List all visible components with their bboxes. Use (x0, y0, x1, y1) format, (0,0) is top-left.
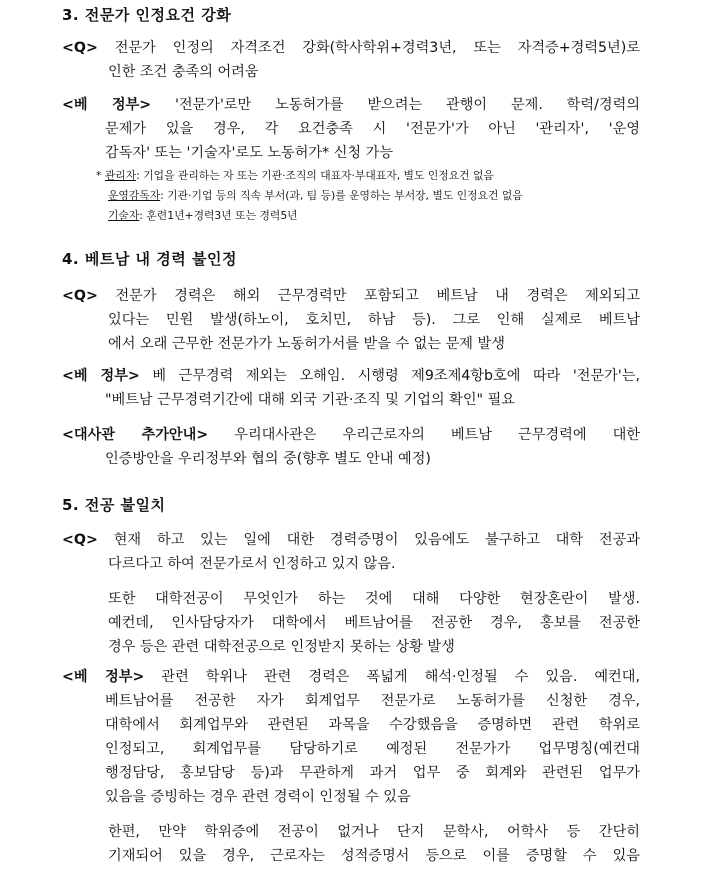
s5-a-line-2: 베트남어를 전공한 자가 회계업무 전문가로 노동허가를 신청한 경우, (105, 693, 640, 709)
section-5-heading: 5. 전공 불일치 (62, 496, 166, 514)
s3-q-line-2: 인한 조건 충족의 어려움 (108, 64, 259, 80)
s4-answer (62, 364, 640, 412)
gov-label: <베 정부> (62, 669, 145, 685)
s4-a-line-1: <베 정부> 베 근무경력 제외는 오해임. 시행령 제9조제4항b호에 따라 '전문가'는, (62, 368, 640, 384)
s5-a2-line-1: 한편, 만약 학위증에 전공이 없거나 단지 문학사, 어학사 등 간단히 (108, 824, 640, 840)
s5-a-line-1: <베 정부> 관련 학위나 관련 경력은 폭넓게 해석·인정될 수 있음. 예컨대, (62, 669, 640, 685)
s5-question-para-2 (108, 587, 640, 659)
q-label: <Q> (62, 40, 98, 56)
s3-question (62, 36, 640, 84)
s3-note-2: 운영감독자: 기관·기업 등의 직속 부서(과, 팀 등)를 운영하는 부서장, 별도 인정요건 없음 (108, 189, 523, 202)
s3-a-line-1: <베 정부> '전문가'로만 노동허가를 받으려는 관행이 문제. 학력/경력의 (62, 97, 640, 113)
section-4-heading: 4. 베트남 내 경력 불인정 (62, 250, 237, 268)
q-label: <Q> (62, 288, 98, 304)
s5-a-line-3: 대학에서 회계업무와 관련된 과목을 수강했음을 증명하면 관련 학위로 (105, 717, 640, 733)
s5-answer-para-2 (108, 820, 640, 868)
s3-answer (62, 93, 640, 165)
q-label: <Q> (62, 532, 98, 548)
s5-a-line-6: 있음을 증빙하는 경우 관련 경력이 인정될 수 있음 (105, 789, 411, 805)
s4-a-line-2: "베트남 근무경력기간에 대해 외국 기관·조직 및 기업의 확인" 필요 (105, 392, 515, 408)
s4-e-line-1: <대사관 추가안내> 우리대사관은 우리근로자의 베트남 근무경력에 대한 (62, 427, 640, 443)
s5-a-line-5: 행정담당, 홍보담당 등)과 무관하게 과거 업무 중 회계와 관련된 업무가 (105, 765, 640, 781)
s5-q-line-1: <Q> 현재 하고 있는 일에 대한 경력증명이 있음에도 불구하고 대학 전공과 (62, 532, 640, 548)
s3-a-line-2: 문제가 있을 경우, 각 요건충족 시 '전문가'가 아닌 '관리자', '운영 (105, 121, 640, 137)
s4-q-line-1: <Q> 전문가 경력은 해외 근무경력만 포함되고 베트남 내 경력은 제외되고 (62, 288, 640, 304)
s4-q-line-3: 에서 오래 근무한 전문가가 노동허가서를 받을 수 없는 문제 발생 (108, 336, 505, 352)
section-3-heading: 3. 전문가 인정요건 강화 (62, 6, 232, 24)
gov-label: <베 정부> (62, 97, 152, 113)
s4-embassy-note (62, 423, 640, 471)
s3-q-line-1: <Q> 전문가 인정의 자격조건 강화(학사학위+경력3년, 또는 자격증+경력5년)로 (62, 40, 641, 56)
s5-a-line-4: 인정되고, 회계업무를 담당하기로 예정된 전문가가 업무명칭(예컨대 (105, 741, 640, 757)
s3-note-3: 기술자: 훈련1년+경력3년 또는 경력5년 (108, 209, 298, 222)
s4-e-line-2: 인증방안을 우리정부와 협의 중(향후 별도 안내 예정) (105, 451, 431, 467)
embassy-label: <대사관 추가안내> (62, 427, 209, 443)
s5-answer (62, 665, 640, 809)
s5-q2-line-3: 경우 등은 관련 대학전공으로 인정받지 못하는 상황 발생 (108, 639, 455, 655)
s4-question (62, 284, 640, 356)
gov-label: <베 정부> (62, 368, 140, 384)
s3-note-1: * 관리자: 기업을 관리하는 자 또는 기관·조직의 대표자·부대표자, 별도 인정요건 없음 (96, 169, 494, 182)
s5-q-line-2: 다르다고 하여 전문가로서 인정하고 있지 않음. (108, 556, 396, 572)
s3-a-line-3: 감독자' 또는 '기술자'로도 노동허가* 신청 가능 (105, 145, 394, 161)
s5-question (62, 528, 640, 576)
s4-q-line-2: 있다는 민원 발생(하노이, 호치민, 하남 등). 그로 인해 실제로 베트남 (108, 312, 640, 328)
s5-q2-line-1: 또한 대학전공이 무엇인가 하는 것에 대해 다양한 현장혼란이 발생. (108, 591, 640, 607)
s5-a2-line-2: 기재되어 있을 경우, 근로자는 성적증명서 등으로 이를 증명할 수 있음 (108, 848, 640, 864)
s5-q2-line-2: 예컨데, 인사담당자가 대학에서 베트남어를 전공한 경우, 홍보를 전공한 (108, 615, 640, 631)
